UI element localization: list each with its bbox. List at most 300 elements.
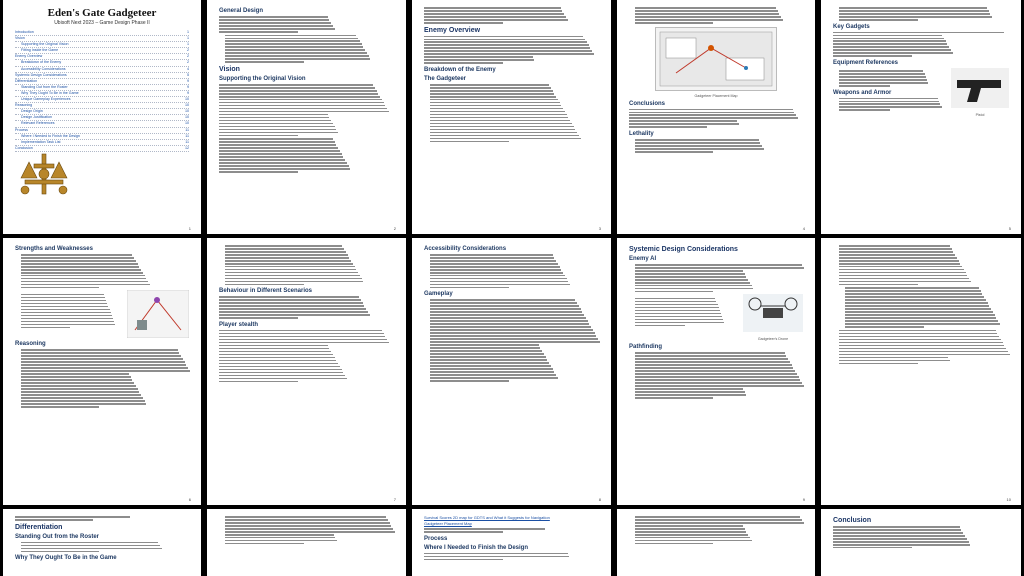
text-line <box>430 353 544 355</box>
toc-entry-page: 11 <box>185 139 189 144</box>
text-line <box>219 348 329 350</box>
text-line <box>430 305 579 307</box>
text-line <box>21 397 143 399</box>
heading-accessibility: Accessibility Considerations <box>424 246 507 252</box>
text-line <box>21 297 105 299</box>
text-line <box>219 25 333 27</box>
text-line <box>635 148 764 150</box>
text-line <box>225 35 356 37</box>
text-line <box>219 360 336 362</box>
text-line <box>430 260 556 262</box>
text-line <box>430 123 572 125</box>
text-line <box>635 145 762 147</box>
toc-entry-label: Where I Needed to Finish the Design <box>21 133 80 138</box>
text-line <box>430 368 553 370</box>
text-line <box>15 519 93 521</box>
text-line <box>219 354 333 356</box>
page-13 <box>412 509 611 576</box>
text-line <box>225 251 346 253</box>
body-text <box>219 16 394 33</box>
page-10 <box>821 238 1021 505</box>
text-line <box>430 99 558 101</box>
text-line <box>225 275 360 277</box>
text-line <box>833 35 942 37</box>
bullet-list <box>629 296 739 339</box>
text-line <box>21 257 134 259</box>
text-line <box>839 254 955 256</box>
text-line <box>225 272 358 274</box>
text-line <box>635 307 719 309</box>
text-line <box>845 308 991 310</box>
page-2 <box>207 0 406 234</box>
text-line <box>21 382 134 384</box>
text-line <box>21 321 114 323</box>
text-line <box>219 305 364 307</box>
text-line <box>839 85 890 87</box>
heading-key-gadgets: Key Gadgets <box>833 23 870 30</box>
toc-entry-label: Standing Out from the Roster <box>21 84 68 89</box>
text-line <box>635 391 745 393</box>
text-line <box>839 73 925 75</box>
text-line <box>430 377 558 379</box>
toc-entry-label: Process <box>15 127 28 132</box>
text-line <box>635 279 748 281</box>
text-line <box>430 117 568 119</box>
text-line <box>839 342 1003 344</box>
text-line <box>430 84 549 86</box>
bullet-list <box>15 349 189 407</box>
toc-entry-label: Fitting Inside the Game <box>21 48 59 53</box>
heading-the-gadgeteer: The Gadgeteer <box>424 75 467 82</box>
text-line <box>839 79 927 81</box>
text-line <box>21 394 141 396</box>
text-line <box>219 93 378 95</box>
text-line <box>635 264 802 266</box>
text-line <box>839 7 987 9</box>
body-text <box>219 330 394 382</box>
text-line <box>219 308 366 310</box>
text-line <box>219 339 387 341</box>
toc-entry-label: Design Origin <box>21 109 43 114</box>
text-line <box>424 41 587 43</box>
text-line <box>21 367 188 369</box>
text-line <box>219 28 335 30</box>
text-line <box>430 347 540 349</box>
body-text <box>424 553 599 561</box>
text-line <box>219 366 340 368</box>
body-text <box>833 32 1009 57</box>
toc-entry-page: 4 <box>187 66 189 71</box>
toc-entry-page: 9 <box>187 90 189 95</box>
patrol-diagram-graphic <box>656 28 776 90</box>
page-9 <box>617 238 815 505</box>
text-line <box>219 16 328 18</box>
toc-entry-label: Introduction <box>15 30 34 34</box>
page-15 <box>821 509 1021 576</box>
text-line <box>839 275 967 277</box>
text-line <box>219 132 338 134</box>
text-line <box>430 365 551 367</box>
text-line <box>635 519 802 521</box>
text-line <box>430 120 570 122</box>
text-line <box>225 266 355 268</box>
text-line <box>424 10 562 12</box>
equipment-list <box>833 70 947 87</box>
toc-entry-page: 9 <box>187 78 189 83</box>
heading-enemy-ai: Enemy AI <box>629 256 657 262</box>
text-line <box>424 56 533 58</box>
text-line <box>845 305 989 307</box>
text-line <box>225 525 391 527</box>
text-line <box>424 559 503 561</box>
page-number: 2 <box>393 226 396 231</box>
text-line <box>839 360 950 362</box>
text-line <box>219 314 370 316</box>
text-line <box>21 391 139 393</box>
bullet-list <box>629 516 803 544</box>
text-line <box>635 516 800 518</box>
text-line <box>635 373 797 375</box>
text-line <box>635 376 799 378</box>
weakness-diagram <box>127 290 189 338</box>
text-line <box>430 281 568 283</box>
text-line <box>21 548 162 550</box>
text-line <box>833 55 912 57</box>
text-line <box>839 103 940 105</box>
text-line <box>839 10 989 12</box>
text-line <box>430 254 553 256</box>
text-line <box>635 310 720 312</box>
heading-pathfinding: Pathfinding <box>629 344 662 351</box>
text-line <box>845 299 986 301</box>
text-line <box>219 129 336 131</box>
text-line <box>845 326 924 328</box>
text-line <box>430 344 539 346</box>
page-number: 10 <box>1006 497 1011 502</box>
toc-entry-label: Reasoning <box>15 103 33 108</box>
text-line <box>430 335 596 337</box>
text-line <box>225 263 353 265</box>
bullet-list <box>15 292 123 336</box>
body-text <box>219 138 394 172</box>
text-line <box>430 138 581 140</box>
text-line <box>21 294 104 296</box>
text-line <box>635 19 783 21</box>
text-line <box>225 284 304 286</box>
text-line <box>635 316 722 318</box>
text-line <box>21 364 186 366</box>
text-line <box>219 22 331 24</box>
text-line <box>424 44 589 46</box>
text-line <box>219 99 382 101</box>
text-line <box>430 126 574 128</box>
page-14 <box>617 509 815 576</box>
text-line <box>225 281 363 283</box>
text-line <box>219 296 359 298</box>
text-line <box>833 52 953 54</box>
pistol-caption: Pistol <box>975 113 985 117</box>
text-line <box>219 162 347 164</box>
text-line <box>839 106 942 108</box>
text-line <box>839 269 964 271</box>
text-line <box>219 342 389 344</box>
text-line <box>635 534 748 536</box>
text-line <box>833 532 963 534</box>
heading-lethality: Lethality <box>629 131 654 138</box>
text-line <box>839 278 969 280</box>
text-line <box>430 141 509 143</box>
text-line <box>219 31 298 33</box>
text-line <box>424 19 568 21</box>
text-line <box>635 285 752 287</box>
text-line <box>219 336 385 338</box>
text-line <box>219 108 387 110</box>
text-line <box>424 47 590 49</box>
text-line <box>219 302 363 304</box>
text-line <box>635 301 716 303</box>
bullet-list <box>629 7 803 24</box>
text-line <box>635 325 685 327</box>
text-line <box>219 105 385 107</box>
text-line <box>845 314 995 316</box>
text-line <box>219 372 343 374</box>
text-line <box>635 16 781 18</box>
text-line <box>430 323 589 325</box>
text-line <box>430 96 556 98</box>
bullet-list <box>629 264 803 292</box>
text-line <box>635 382 802 384</box>
page-4 <box>617 0 815 234</box>
text-line <box>219 159 345 161</box>
page-7 <box>207 238 406 505</box>
toc-entry-page: 2 <box>187 54 189 59</box>
text-line <box>635 379 800 381</box>
text-line <box>629 123 739 125</box>
text-line <box>424 22 503 24</box>
text-line <box>21 379 132 381</box>
text-line <box>635 531 746 533</box>
text-line <box>430 332 595 334</box>
toc-entry-label: Relevant References <box>21 121 55 126</box>
text-line <box>21 324 115 326</box>
toc-entry-page: 2 <box>187 60 189 65</box>
text-line <box>225 522 390 524</box>
text-line <box>219 150 340 152</box>
text-line <box>635 352 785 354</box>
toc-entry-page: 1 <box>187 30 189 34</box>
text-line <box>21 312 111 314</box>
text-line <box>21 281 148 283</box>
text-line <box>219 299 361 301</box>
text-line <box>635 540 752 542</box>
toc-entry-page: 1 <box>187 36 189 41</box>
text-line <box>219 357 335 359</box>
page-number: 8 <box>598 497 601 502</box>
text-line <box>424 553 568 555</box>
bullet-list <box>219 245 394 285</box>
toc-entry-page: 9 <box>187 84 189 89</box>
text-line <box>219 96 380 98</box>
text-line <box>219 363 338 365</box>
text-line <box>635 355 786 357</box>
text-line <box>839 263 960 265</box>
text-line <box>430 272 563 274</box>
text-line <box>219 87 375 89</box>
text-line <box>225 55 369 57</box>
page-11 <box>3 509 201 576</box>
text-line <box>225 40 360 42</box>
heading-systemic-design: Systemic Design Considerations <box>629 246 738 253</box>
text-line <box>219 126 335 128</box>
text-line <box>629 126 707 128</box>
body-text <box>219 84 394 136</box>
toc-entry-page: 10 <box>185 103 189 108</box>
text-line <box>635 288 753 290</box>
text-line <box>635 142 760 144</box>
text-line <box>635 543 713 545</box>
drone-image <box>743 294 803 332</box>
text-line <box>430 278 567 280</box>
toc-entry-label: Supporting the Original Vision <box>21 42 69 47</box>
bullet-list <box>833 245 1009 285</box>
text-line <box>21 400 145 402</box>
text-line <box>635 525 743 527</box>
text-line <box>21 355 181 357</box>
text-line <box>635 367 793 369</box>
text-line <box>219 378 347 380</box>
text-line <box>225 49 365 51</box>
text-line <box>21 315 112 317</box>
text-line <box>430 108 563 110</box>
text-line <box>219 114 328 116</box>
text-line <box>839 16 992 18</box>
text-line <box>225 58 370 60</box>
text-line <box>21 388 138 390</box>
text-line <box>21 303 107 305</box>
text-line <box>845 323 1000 325</box>
text-line <box>430 299 575 301</box>
text-line <box>833 526 960 528</box>
text-line <box>430 93 554 95</box>
text-line <box>839 109 890 111</box>
text-line <box>635 370 795 372</box>
body-text <box>15 516 189 521</box>
text-line <box>219 120 331 122</box>
toc-entry-page: 10 <box>185 115 189 120</box>
text-line <box>219 90 377 92</box>
heading-conclusions: Conclusions <box>629 100 666 107</box>
toc-entry-label: Enemy Overview <box>15 54 43 59</box>
text-line <box>833 544 970 546</box>
page-number: 4 <box>802 226 805 231</box>
text-line <box>21 306 108 308</box>
text-line <box>845 293 982 295</box>
text-line <box>430 87 551 89</box>
text-line <box>225 534 334 536</box>
page-1 <box>3 0 201 234</box>
text-line <box>430 102 560 104</box>
heading-vision: Vision <box>219 65 240 73</box>
text-line <box>839 351 1008 353</box>
text-line <box>839 248 952 250</box>
text-line <box>635 537 750 539</box>
text-line <box>845 296 984 298</box>
bullet-list <box>219 516 394 544</box>
text-line <box>833 32 1004 34</box>
text-line <box>225 516 386 518</box>
reference-link-2[interactable]: Gadgeteer Placement Map <box>424 521 472 526</box>
text-line <box>833 40 946 42</box>
text-line <box>21 349 178 351</box>
toc-entry-label: Design Justification <box>21 115 52 120</box>
text-line <box>430 338 598 340</box>
toc-entry-label: Implementation Task List <box>21 139 61 144</box>
text-line <box>15 516 130 518</box>
text-line <box>430 362 549 364</box>
page-number: 5 <box>1008 226 1011 231</box>
document-subtitle: Ubisoft Next 2023 – Game Design Phase II <box>54 20 150 26</box>
toc-entry-page: 11 <box>185 133 189 138</box>
text-line <box>225 528 393 530</box>
text-line <box>845 287 979 289</box>
text-line <box>839 333 997 335</box>
text-line <box>21 269 141 271</box>
text-line <box>839 82 928 84</box>
toc-entry-label: Conclusion <box>15 145 33 150</box>
text-line <box>635 298 715 300</box>
text-line <box>424 39 585 41</box>
text-line <box>839 13 990 15</box>
toc-entry-label: Differentiation <box>15 78 38 83</box>
toc-entry-page: 12 <box>185 145 189 150</box>
text-line <box>21 403 146 405</box>
text-line <box>225 38 358 40</box>
text-line <box>21 263 138 265</box>
heading-why-in-game: Why They Ought To Be in the Game <box>15 555 117 562</box>
heading-conclusion: Conclusion <box>833 517 872 524</box>
text-line <box>635 7 776 9</box>
text-line <box>21 254 132 256</box>
text-line <box>21 327 70 329</box>
text-line <box>219 317 298 319</box>
bullet-list <box>15 254 189 288</box>
text-line <box>21 385 136 387</box>
text-line <box>833 43 947 45</box>
text-line <box>833 535 965 537</box>
text-line <box>219 153 342 155</box>
bullet-list <box>219 35 394 63</box>
text-line <box>430 326 591 328</box>
text-line <box>21 278 146 280</box>
heading-enemy-overview: Enemy Overview <box>424 26 481 34</box>
body-text <box>833 526 1009 548</box>
toc-entry-label: Breakdown of the Enemy <box>21 60 62 65</box>
text-line <box>430 317 586 319</box>
text-line <box>430 329 593 331</box>
text-line <box>635 304 718 306</box>
text-line <box>430 341 600 343</box>
text-line <box>430 135 579 137</box>
text-line <box>635 282 750 284</box>
text-line <box>21 300 106 302</box>
reference-link-1[interactable]: Survival Scores 2D map for GDTS and What it Suggests for Navigation <box>424 515 550 520</box>
text-line <box>839 251 953 253</box>
page-number: 7 <box>393 497 396 502</box>
text-line <box>839 281 971 283</box>
text-line <box>424 16 566 18</box>
text-line <box>833 541 969 543</box>
text-line <box>225 531 395 533</box>
